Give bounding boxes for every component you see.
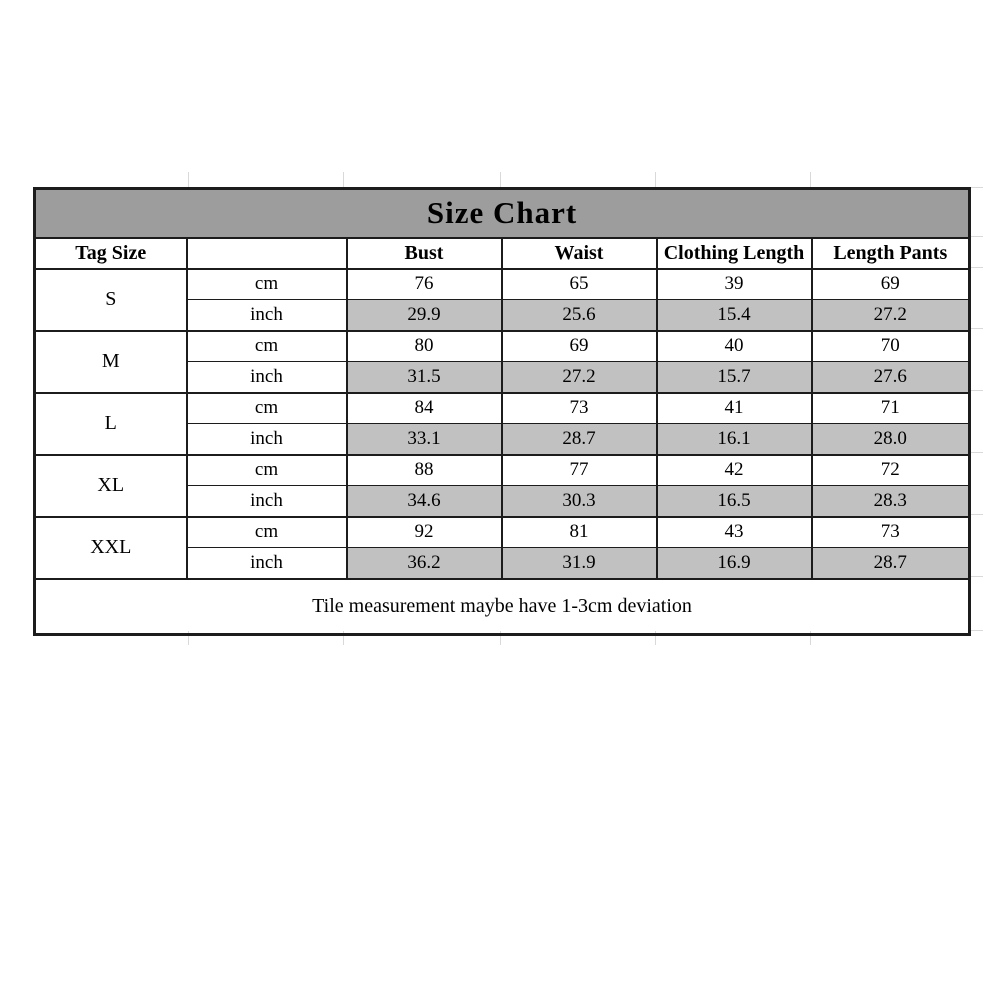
column-header-clothing-length: Clothing Length — [657, 238, 812, 269]
value-cell: 28.0 — [812, 424, 970, 455]
gridline-tick — [343, 172, 344, 187]
unit-cell-cm: cm — [187, 393, 347, 424]
value-cell: 41 — [657, 393, 812, 424]
value-cell: 34.6 — [347, 486, 502, 517]
gridline-tick — [969, 390, 983, 391]
value-cell: 29.9 — [347, 300, 502, 331]
size-cell: S — [35, 269, 187, 331]
value-cell: 15.4 — [657, 300, 812, 331]
gridline-tick — [969, 452, 983, 453]
gridline-tick — [655, 172, 656, 187]
title-row — [35, 189, 970, 238]
table-body — [35, 269, 970, 579]
gridline-tick — [969, 630, 983, 631]
gridline-tick — [969, 267, 983, 268]
value-cell: 73 — [812, 517, 970, 548]
unit-cell-inch: inch — [187, 486, 347, 517]
size-cell: XXL — [35, 517, 187, 579]
value-cell: 73 — [502, 393, 657, 424]
value-cell: 76 — [347, 269, 502, 300]
table-row-cm — [35, 393, 970, 424]
value-cell: 40 — [657, 331, 812, 362]
value-cell: 69 — [502, 331, 657, 362]
value-cell: 70 — [812, 331, 970, 362]
gridline-tick — [969, 328, 983, 329]
header-row — [35, 238, 970, 269]
value-cell: 16.9 — [657, 548, 812, 579]
value-cell: 84 — [347, 393, 502, 424]
size-cell: M — [35, 331, 187, 393]
unit-cell-cm: cm — [187, 455, 347, 486]
value-cell: 42 — [657, 455, 812, 486]
gridline-tick — [188, 172, 189, 187]
value-cell: 28.3 — [812, 486, 970, 517]
value-cell: 72 — [812, 455, 970, 486]
value-cell: 92 — [347, 517, 502, 548]
value-cell: 27.2 — [812, 300, 970, 331]
column-header-bust: Bust — [347, 238, 502, 269]
unit-cell-cm: cm — [187, 269, 347, 300]
unit-cell-inch: inch — [187, 424, 347, 455]
gridline-tick — [969, 576, 983, 577]
value-cell: 16.5 — [657, 486, 812, 517]
size-cell: XL — [35, 455, 187, 517]
value-cell: 27.2 — [502, 362, 657, 393]
gridline-tick — [969, 187, 983, 188]
unit-cell-inch: inch — [187, 362, 347, 393]
value-cell: 77 — [502, 455, 657, 486]
unit-cell-inch: inch — [187, 548, 347, 579]
table-row-cm — [35, 455, 970, 486]
value-cell: 30.3 — [502, 486, 657, 517]
value-cell: 81 — [502, 517, 657, 548]
column-header-unit — [187, 238, 347, 269]
table-row-cm — [35, 269, 970, 300]
value-cell: 31.9 — [502, 548, 657, 579]
table-title: Size Chart — [35, 189, 970, 238]
unit-cell-inch: inch — [187, 300, 347, 331]
value-cell: 27.6 — [812, 362, 970, 393]
value-cell: 25.6 — [502, 300, 657, 331]
value-cell: 65 — [502, 269, 657, 300]
size-chart-table — [33, 187, 971, 636]
footnote-row — [35, 579, 970, 635]
value-cell: 88 — [347, 455, 502, 486]
unit-cell-cm: cm — [187, 517, 347, 548]
gridline-tick — [969, 236, 983, 237]
gridline-tick — [969, 514, 983, 515]
column-header-waist: Waist — [502, 238, 657, 269]
value-cell: 28.7 — [812, 548, 970, 579]
column-header-tag-size: Tag Size — [35, 238, 187, 269]
value-cell: 39 — [657, 269, 812, 300]
size-cell: L — [35, 393, 187, 455]
value-cell: 33.1 — [347, 424, 502, 455]
table-row-cm — [35, 331, 970, 362]
unit-cell-cm: cm — [187, 331, 347, 362]
value-cell: 80 — [347, 331, 502, 362]
value-cell: 15.7 — [657, 362, 812, 393]
value-cell: 36.2 — [347, 548, 502, 579]
value-cell: 16.1 — [657, 424, 812, 455]
table-footnote: Tile measurement maybe have 1-3cm deviation — [35, 579, 970, 635]
value-cell: 31.5 — [347, 362, 502, 393]
gridline-tick — [810, 172, 811, 187]
value-cell: 28.7 — [502, 424, 657, 455]
gridline-tick — [500, 172, 501, 187]
table-row-cm — [35, 517, 970, 548]
value-cell: 43 — [657, 517, 812, 548]
column-header-length-pants: Length Pants — [812, 238, 970, 269]
value-cell: 71 — [812, 393, 970, 424]
value-cell: 69 — [812, 269, 970, 300]
